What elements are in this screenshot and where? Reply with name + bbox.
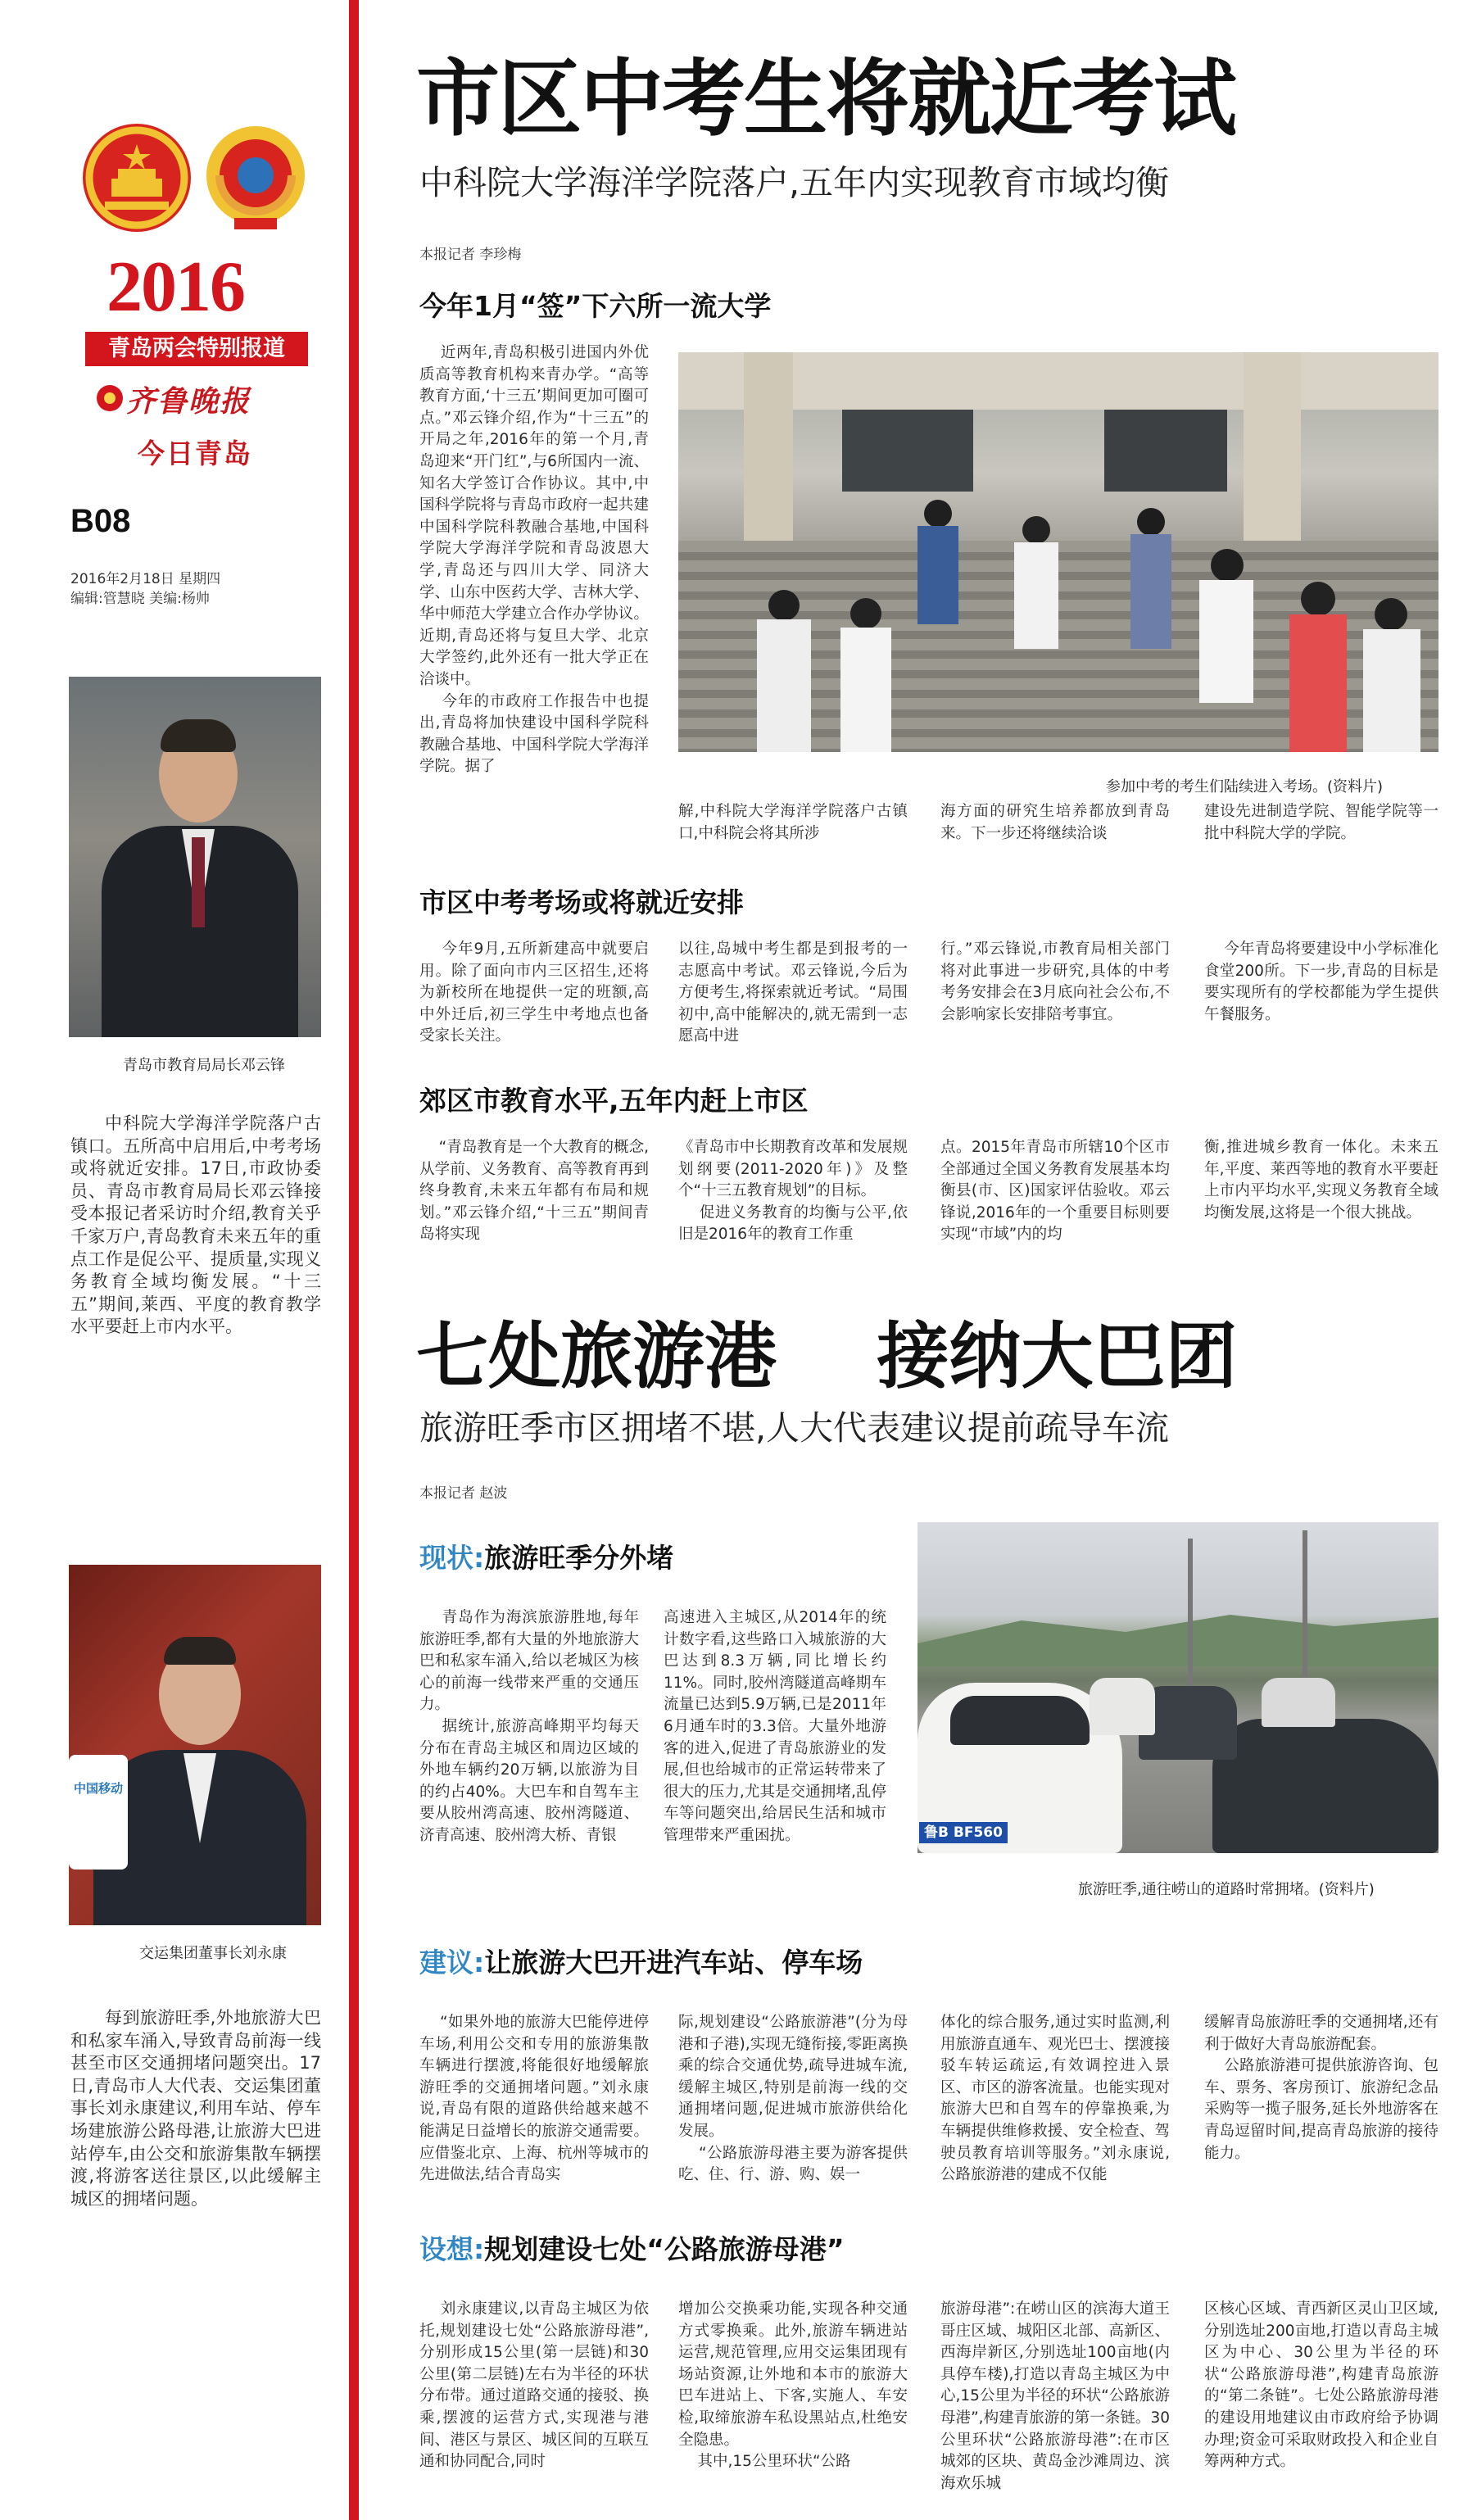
s2-sec3-col2: 增加公交换乘功能,实现各种交通方式零换乘。此外,旅游车辆进站运营,规范管理,应用交运集团现有场站资源,让外地和本市的旅游大巴车进站上、下客,实施人、车安检,取缔旅游车私设黑站点,杜绝安全隐患。 其中,15公里环状“公路 [678, 2300, 908, 2471]
masthead [0, 0, 336, 587]
s1-sec3-col3: 点。2015年青岛市所辖10个区市全部通过全国义务教育发展基本均衡县(市、区)国家评估验收。邓云锋说,2016年的一个重要目标则要实现“市域”内的均 [940, 1139, 1170, 1244]
story2-headline: 七处旅游港 接纳大巴团 [416, 1314, 1238, 1398]
s2-sec2-col4: 缓解青岛旅游旺季的交通拥堵,还有利于做好大青岛旅游配套。 公路旅游港可提供旅游咨询、包车、票务、客房预订、旅游纪念品采购等一揽子服务,延长外地游客在青岛逗留时间,提高青岛旅游的接待能力。 [1204, 2014, 1438, 2162]
story1-headline: 市区中考生将就近考试 [416, 51, 1235, 148]
s2-sec2-col2: 际,规划建设“公路旅游港”(分为母港和子港),实现无缝衔接,零距离换乘的综合交通优势,疏导进城车流,缓解主城区,特别是前海一线的交通拥堵问题,促进城市旅游供给化发展。 “公路旅游母港主要为游客提供吃、住、行、游、购、娱一 [678, 2014, 908, 2184]
s2-sec1-label: 现状: [419, 1542, 485, 1574]
s2-sec1-title: 现状:旅游旺季分外堵 [419, 1542, 674, 1574]
s1-sec3-title: 郊区市教育水平,五年内赶上市区 [419, 1085, 809, 1117]
s1-sec3-col1: “青岛教育是一个大教育的概念,从学前、义务教育、高等教育再到终身教育,未来五年都有布局和规划。”邓云锋介绍,“十三五”期间青岛将实现 [419, 1139, 649, 1244]
microphone [69, 1755, 128, 1870]
s1-sec2-title: 市区中考考场或将就近安排 [419, 886, 744, 918]
s1-sec1-title: 今年1月“签”下六所一流大学 [419, 290, 772, 322]
photo1-caption: 青岛市教育局局长邓云锋 [123, 1057, 285, 1074]
s2-sec2-col1: “如果外地的旅游大巴能停进停车场,利用公交和专用的旅游集散车辆进行摆渡,将能很好地缓解旅游旺季的交通拥堵问题。”刘永康说,青岛有限的道路供给越来越不能满足日益增长的旅游交通需要。应借鉴北京、上海、杭州等城市的先进做法,结合青岛实 [419, 2014, 649, 2184]
s2-sec2-col3: 体化的综合服务,通过实时监测,利用旅游直通车、观光巴士、摆渡接驳车转运疏运,有效调控进入景区、市区的游客流量。也能实现对旅游大巴和自驾车的停靠换乘,为车辆提供维修救援、安全检查、驾驶员教育培训等服务。”刘永康说,公路旅游港的建成不仅能 [940, 2014, 1170, 2184]
s2-sec3-col1: 刘永康建议,以青岛主城区为依托,规划建设七处“公路旅游母港”,分别形成15公里(第一层链)和30公里(第二层链)左右为半径的环状分布带。通过道路交通的接驳、换乘,摆渡的运营方式,实现港与港间、港区与景区、城区间的互联互通和协同配合,同时 [419, 2300, 649, 2471]
s1-sec2-col1: 今年9月,五所新建高中就要启用。除了面向市内三区招生,还将为新校所在地提供一定的班额,高中外迁后,初三学生中考地点也备受家长关注。 [419, 940, 649, 1045]
s2-sec3-col3: 旅游母港”:在崂山区的滨海大道王哥庄区域、城阳区北部、高新区、西海岸新区,分别选址100亩地(内具停车楼),打造以青岛主城区为中心,15公里为半径的环状“公路旅游母港”,构建青旅游的第一条链。30公里环状“公路旅游母港”:在市区城郊的区块、黄岛金沙滩周边、滨海欢乐城 [940, 2300, 1170, 2492]
sidebar-intro-2: 每到旅游旺季,外地旅游大巴和私家车涌入,导致青岛前海一线甚至市区交通拥堵问题突出。17日,青岛市人大代表、交运集团董事长刘永康建议,利用车站、停车场建旅游公路母港,让旅游大巴进站停车,由公交和旅游集散车辆摆渡,将游客送往景区,以此缓解主城区的拥堵问题。 [70, 2008, 321, 2209]
s1-sec2-col3: 行。”邓云锋说,市教育局相关部门将对此事进一步研究,具体的中考考务安排会在3月底向社会公布,不会影响家长安排陪考事宜。 [940, 940, 1170, 1023]
s2-sec2-label: 建议: [419, 1947, 485, 1978]
traffic-photo [917, 1522, 1438, 1853]
page-number: B08 [70, 503, 131, 539]
photo2-caption: 交运集团董事长刘永康 [139, 1945, 287, 1962]
chairman-photo [69, 1565, 321, 1925]
traffic-photo-caption: 旅游旺季,通往崂山的道路时常拥堵。(资料片) [1078, 1881, 1375, 1898]
s1-sec1-col1: 近两年,青岛积极引进国内外优质高等教育机构来青办学。“高等教育方面,‘十三五’期间更加可圈可点。”邓云锋介绍,作为“十三五”的开局之年,2016年的第一个月,青岛迎来“开门红”,与6所国内一流、知名大学签订合作协议。其中,中国科学院将与青岛市政府一起共建中国科学院科教融合基地,中国科学院大学海洋学院和青岛波恩大学,青岛还与四川大学、同济大学、山东中医药大学、吉林大学、华中师范大学建立合作办学协议。近期,青岛还将与复旦大学、北京大学签约,此外还有一批大学正在洽谈中。 今年的市政府工作报告中也提出,青岛将加快建设中国科学院科教融合基地、中国科学院大学海洋学院。据了 [419, 344, 649, 776]
sidebar-intro-1: 中科院大学海洋学院落户古镇口。五所高中启用后,中考考场或将就近安排。17日,市政协委员、青岛市教育局局长邓云锋接受本报记者采访时介绍,教育关乎千家万户,青岛教育未来五年的重点工作是促公平、提质量,实现义务教育全域均衡发展。“十三五”期间,莱西、平度的教育教学水平要赶上市内水平。 [70, 1113, 321, 1337]
edition-name: 今日青岛 [138, 437, 252, 469]
story2-subhead: 旅游旺季市区拥堵不堪,人大代表建议提前疏导车流 [419, 1408, 1170, 1448]
license-plate: 鲁B BF560 [919, 1822, 1008, 1843]
s2-sec3-label: 设想: [419, 2233, 485, 2265]
issue-date: 2016年2月18日 星期四 [70, 571, 221, 587]
director-photo [69, 677, 321, 1037]
paper-logo-icon [95, 383, 125, 413]
story1-subhead: 中科院大学海洋学院落户,五年内实现教育市域均衡 [419, 163, 1170, 202]
national-emblem-icon [80, 121, 193, 234]
red-divider [349, 0, 359, 2520]
s2-sec1-col2: 高速进入主城区,从2014年的统计数字看,这些路口入城旅游的大巴达到8.3万辆,同比增长约11%。同时,胶州湾隧道高峰期车流量已达到5.9万辆,已是2011年6月通车时的3.3倍。大量外地游客的进入,促进了青岛旅游业的发展,但也给城市的正常运转带来了很大的压力,尤其是交通拥堵,乱停车等问题突出,给居民生活和城市管理带来严重困扰。 [664, 1609, 886, 1844]
s2-sec1-col1: 青岛作为海滨旅游胜地,每年旅游旺季,都有大量的外地旅游大巴和私家车涌入,给以老城区为核心的前海一线带来严重的交通压力。 据统计,旅游高峰期平均每天分布在青岛主城区和周边区域的外地车辆约20万辆,以旅游为目的约占40%。大巴车和自驾车主要从胶州湾高速、胶州湾隧道、济青高速、胶州湾大桥、青银 [419, 1609, 639, 1844]
s1-sec1-col4: 建设先进制造学院、智能学院等一批中科院大学的学院。 [1204, 803, 1438, 842]
s2-sec3-col4: 区核心区域、青西新区灵山卫区域,分别选址200亩地,打造以青岛主城区为中心、30公里为半径的环状“公路旅游母港”,构建青岛旅游的“第二条链”。七处公路旅游母港的建设用地建议由市政府给予协调办理;资金可采取财政投入和企业自筹两种方式。 [1204, 2300, 1438, 2471]
s1-sec1-col2: 解,中科院大学海洋学院落户古镇口,中科院会将其所涉 [678, 803, 908, 842]
s1-sec1-col3: 海方面的研究生培养都放到青岛来。下一步还将继续洽谈 [940, 803, 1170, 842]
cppcc-emblem-icon [202, 123, 310, 234]
s2-sec2-title: 建议:让旅游大巴开进汽车站、停车场 [419, 1947, 863, 1978]
exam-photo [678, 352, 1438, 752]
microphone-brand: 中国移动 [73, 1781, 123, 1796]
s1-sec3-col4: 衡,推进城乡教育一体化。未来五年,平度、莱西等地的教育水平要赶上市内平均水平,实现义务教育全域均衡发展,这将是一个很大挑战。 [1204, 1139, 1438, 1221]
story2-byline: 本报记者 赵波 [419, 1485, 508, 1502]
editor-credit: 编辑:管慧晓 美编:杨帅 [70, 591, 210, 607]
special-report-banner: 青岛两会特别报道 [85, 332, 308, 366]
exam-photo-caption: 参加中考的考生们陆续进入考场。(资料片) [1106, 778, 1384, 795]
s1-sec2-col2: 以往,岛城中考生都是到报考的一志愿高中考试。邓云锋说,今后为方便考生,将探索就近考试。“局围初中,高中能解决的,就无需到一志愿高中进 [678, 940, 908, 1045]
s2-sec3-title: 设想:规划建设七处“公路旅游母港” [419, 2233, 845, 2265]
paper-name: 齐鲁晚报 [126, 384, 251, 419]
s1-sec3-col2: 《青岛市中长期教育改革和发展规划纲要(2011-2020年)》及整个“十三五教育规划”的目标。 促进义务教育的均衡与公平,依旧是2016年的教育工作重 [678, 1139, 908, 1244]
story1-byline: 本报记者 李珍梅 [419, 247, 522, 263]
year-label: 2016 [106, 247, 244, 327]
s1-sec2-col4: 今年青岛将要建设中小学标准化食堂200所。下一步,青岛的目标是要实现所有的学校都能为学生提供午餐服务。 [1204, 940, 1438, 1023]
